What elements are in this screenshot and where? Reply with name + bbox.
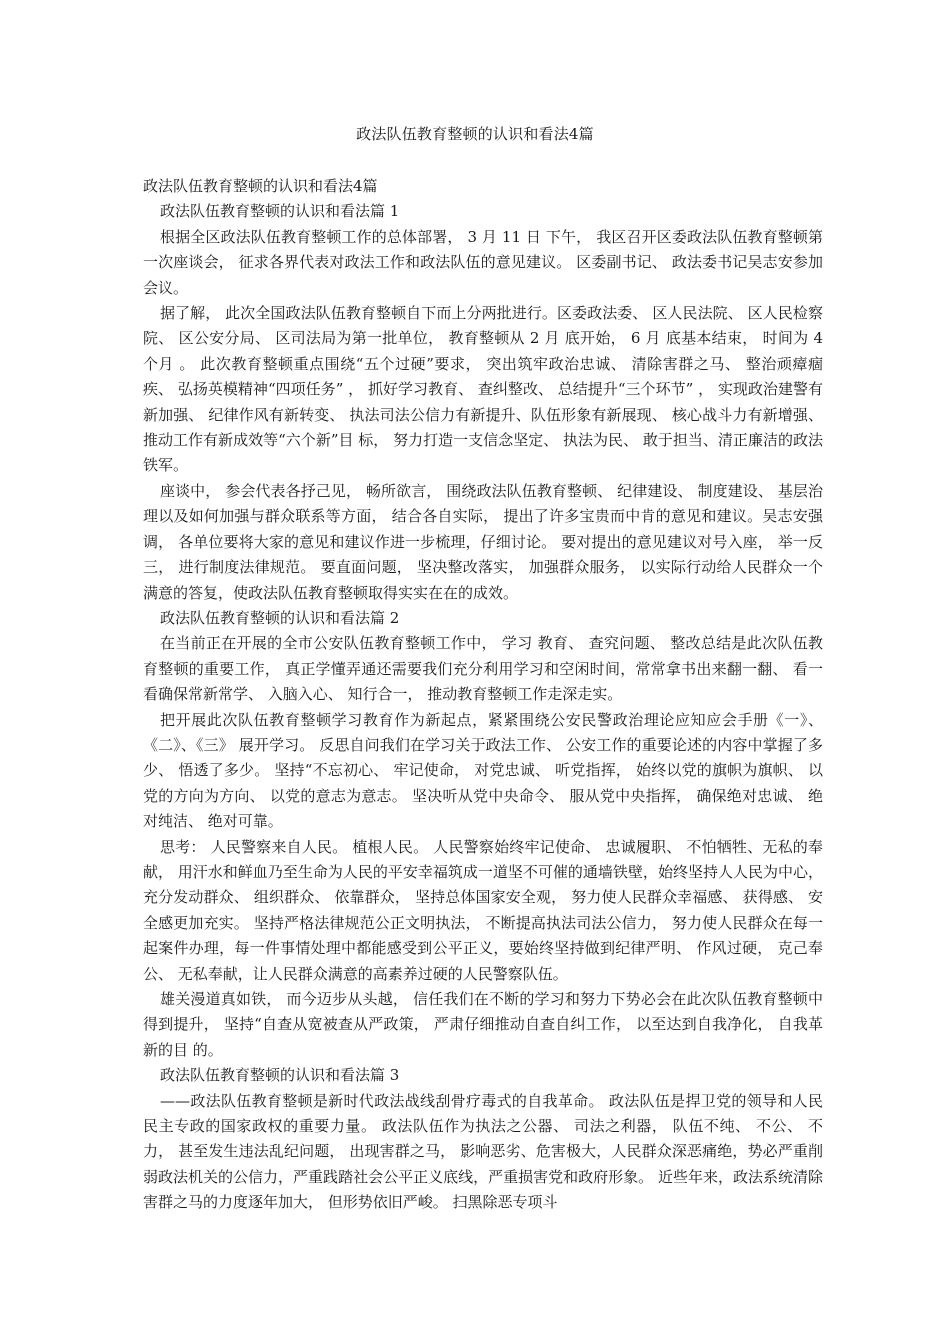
paragraph: ——政法队伍教育整顿是新时代政法战线刮骨疗毒式的自我革命。 政法队伍是捍卫党的领导和人民民主专政的国家政权的重要力量。 政法队伍作为执法之公器、 司法之利器， 队伍不纯、 不公、 不力， 甚至发生违法乱纪问题， 出现害群之马， 影响恶劣、危害极大，人民群众深恶痛绝，势必严重削弱政法机关的公信力，严重践踏社会公平正义底线，严重损害党和政府形象。 近些年来，政法系统清除害群之马的力度逐年加大， 但形势依旧严峻。 扫黑除恶专项斗 (143, 1091, 823, 1212)
document-subtitle: 政法队伍教育整顿的认识和看法4篇 (143, 177, 378, 195)
section-heading-2: 政法队伍教育整顿的认识和看法篇 2 (160, 608, 400, 627)
paragraph: 把开展此次队伍教育整顿学习教育作为新起点，紧紧围绕公安民警政治理论应知应会手册《一》、《二》、《三》 展开学习。 反思自问我们在学习关于政法工作、 公安工作的重要论述的内容中掌握了多少、 悟透了多少。 坚持“不忘初心、 牢记使命， 对党忠诚、 听党指挥， 始终以党的旗帜为旗帜、 以党的方向为方向、 以党的意志为意志。 坚决听从党中央命令、 服从党中央指挥， 确保绝对忠诚、 绝对纯洁、 绝对可靠。 (143, 710, 823, 831)
section-heading-3: 政法队伍教育整顿的认识和看法篇 3 (160, 1066, 400, 1085)
document-title: 政法队伍教育整顿的认识和看法4篇 (356, 125, 594, 143)
paragraph: 在当前正在开展的全市公安队伍教育整顿工作中， 学习 教育、 查究问题、 整改总结是此次队伍教育整顿的重要工作， 真正学懂弄通还需要我们充分利用学习和空闲时间，常常拿书出来翻一翻、 看一看确保常新常学、 入脑入心、 知行合一， 推动教育整顿工作走深走实。 (143, 634, 823, 704)
paragraph: 思考： 人民警察来自人民。 植根人民。 人民警察始终牢记使命、 忠诚履职、 不怕牺牲、无私的奉献， 用汗水和鲜血乃至生命为人民的平安幸福筑成一道坚不可催的通墙铁壁，始终坚持人人民为中心， 充分发动群众、 组织群众、 依靠群众， 坚持总体国家安全观， 努力使人民群众幸福感、 获得感、 安全感更加充实。 坚持严格法律规范公正文明执法， 不断提高执法司法公信力， 努力使人民群众在每一起案件办理，每一件事情处理中都能感受到公平正义，要始终坚持做到纪律严明、 作风过硬， 克己奉公、 无私奉献，让人民群众满意的高素养过硬的人民警察队伍。 (143, 837, 823, 983)
paragraph: 根据全区政法队伍教育整顿工作的总体部署， 3 月 11 日 下午， 我区召开区委政法队伍教育整顿第一次座谈会， 征求各界代表对政法工作和政法队伍的意见建议。 区委副书记、 政法委书记吴志安参加会议。 (143, 227, 823, 297)
paragraph: 雄关漫道真如铁， 而今迈步从头越， 信任我们在不断的学习和努力下势必会在此次队伍教育整顿中得到提升， 坚持“自查从宽被查从严政策， 严肃仔细推动自查自纠工作， 以至达到自我净化， 自我革新的目 的。 (143, 990, 823, 1059)
document-body (143, 174, 823, 1216)
paragraph: 座谈中， 参会代表各抒己见， 畅所欲言， 围绕政法队伍教育整顿、 纪律建设、 制度建设、 基层治理以及如何加强与群众联系等方面， 结合各自实际， 提出了许多宝贵而中肯的意见和建议。吴志安强调， 各单位要将大家的意见和建议作进一步梳理，仔细讨论。 要对提出的意见建议对号入座， 举一反三， 进行制度法律规范。 要直面问题， 坚决整改落实， 加强群众服务， 以实际行动给人民群众一个满意的答复，使政法队伍教育整顿取得实实在在的成效。 (143, 481, 823, 602)
section-heading-1: 政法队伍教育整顿的认识和看法篇 1 (160, 202, 400, 221)
paragraph: 据了解， 此次全国政法队伍教育整顿自下而上分两批进行。区委政法委、 区人民法院、 区人民检察院、 区公安分局、 区司法局为第一批单位， 教育整顿从 2 月 底开始， 6 月 底基本结束， 时间为 4 个月 。 此次教育整顿重点围绕“五个过硬”要求， 突出筑牢政治忠诚、 清除害群之马、 整治顽瘴痼疾、 弘扬英模精神“四项任务” ， 抓好学习教育、 查纠整改、 总结提升“三个环节” ， 实现政治建警有新加强、 纪律作风有新转变、 执法司法公信力有新提升、队伍形象有新展现、 核心战斗力有新增强、 推动工作有新成效等“六个新”目 标， 努力打造一支信念坚定、 执法为民、 敢于担当、清正廉洁的政法铁军。 (143, 304, 823, 475)
